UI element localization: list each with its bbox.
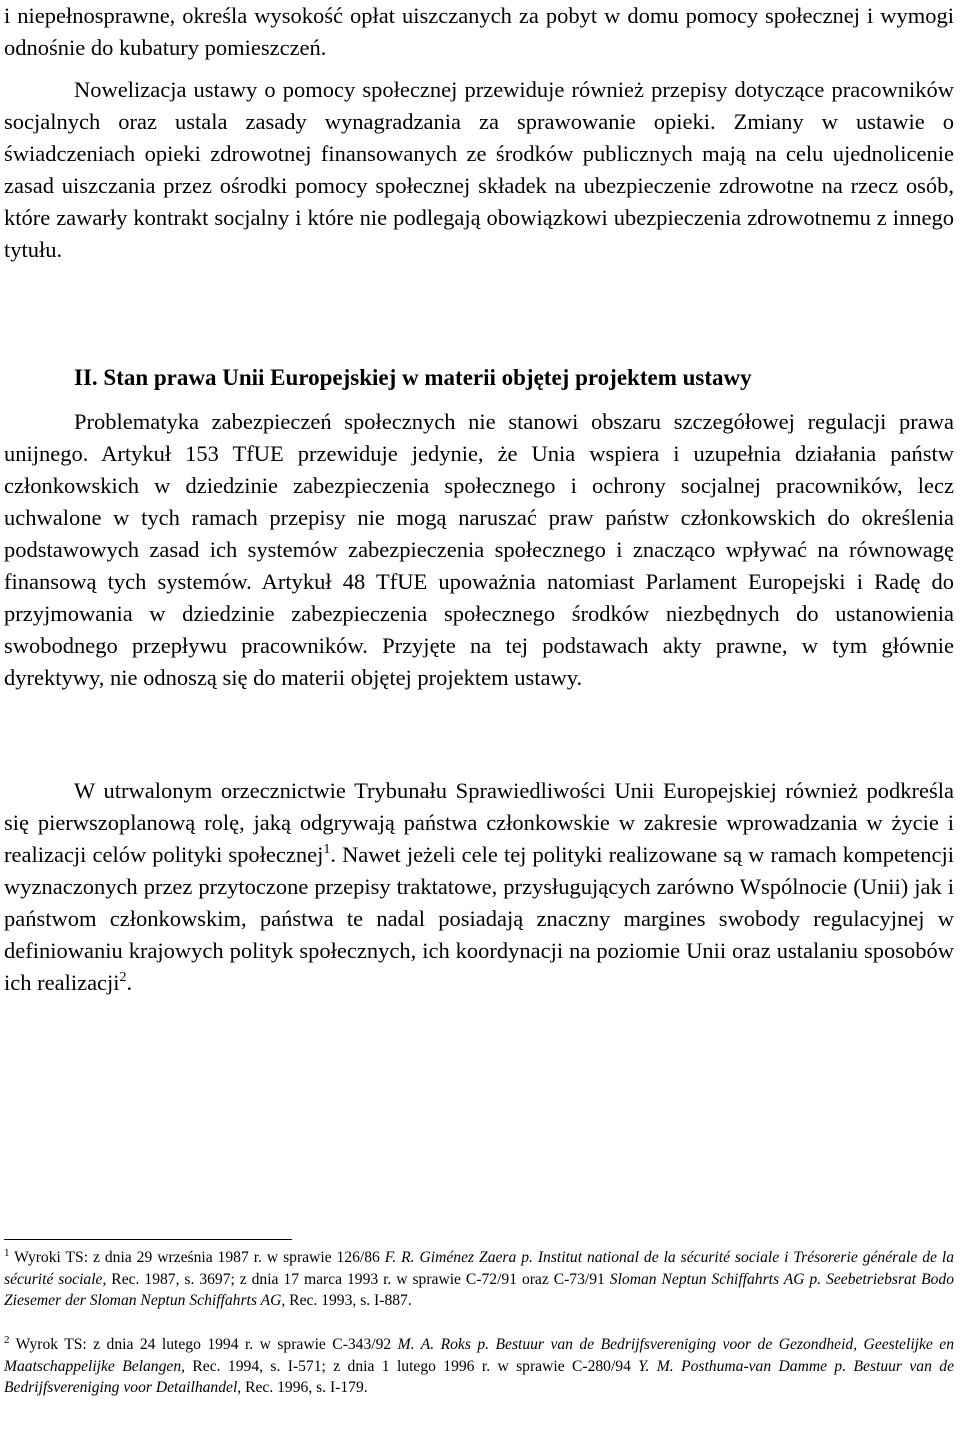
paragraph-amendment: Nowelizacja ustawy o pomocy społecznej przewiduje również przepisy dotyczące pracowników socjalnych oraz ustala zasady wynagradzania za sprawowanie opieki. Zmiany w ustawie o świadczeniach opieki zdrowotnej finansowanych ze środków publicznych mają na celu ujednolicenie zasad uiszczania przez ośrodki pomocy społecznej składek na ubezpieczenie zdrowotne na rzecz osób, które zawarły kontrakt socjalny i które nie podlegają obowiązkowi ubezpieczenia zdrowotnemu z innego tytułu.: [4, 77, 954, 262]
footnote-number: 2: [4, 1334, 10, 1346]
paragraph-intro: i niepełnosprawne, określa wysokość opłat uiszczanych za pobyt w domu pomocy społecznej i wymogi odnośnie do kubatury pomieszczeń.: [4, 3, 954, 60]
paragraph-text-b: . Nawet jeżeli cele tej polityki realizowane są w ramach kompetencji wyznaczonych przez przytoczone przepisy traktatowe, przysługujących zarówno Wspólnocie (Unii) jak i państwom członkowskim, państwa te nadal posiadają znaczny margines swobody regulacyjnej w definiowaniu krajowych polityk społecznych, ich koordynacji na poziomie Unii oraz ustalaniu sposobów ich realizacji: [4, 842, 954, 995]
footnote-case-name: F. R. Giménez Zaera p. Institut national de la sécurité sociale i Trésorerie générale de la sécurité sociale,: [4, 1249, 954, 1288]
footnote-text: Rec. 1994, s. I-571; z dnia 1 lutego 1996 r. w sprawie C-280/94: [185, 1357, 639, 1375]
paragraph-text-a: W utrwalonym orzecznictwie Trybunału Sprawiedliwości Unii Europejskiej również podkreśla się pierwszoplanową rolę, jaką odgrywają państwa członkowskie w zakresie wprowadzania w życie i realizacji celów polityki społecznej: [4, 778, 954, 867]
footnote-text: Rec. 1987, s. 3697; z dnia 17 marca 1993 r. w sprawie C-72/91 oraz C-73/91: [106, 1270, 610, 1288]
paragraph-case-law: [4, 775, 954, 999]
footnote-text: Rec. 1996, s. I-179.: [241, 1379, 368, 1396]
footnote-text: Rec. 1993, s. I-887.: [285, 1292, 412, 1309]
footnote-ref-1: 1: [323, 842, 331, 857]
footnote-1: [4, 1247, 954, 1312]
footnote-2: [4, 1334, 954, 1399]
section-heading: II. Stan prawa Unii Europejskiej w materii objętej projektem ustawy: [74, 365, 752, 390]
footnote-separator: [4, 1239, 292, 1240]
footnote-case-name: M. A. Roks p. Bestuur van de Bedrijfsvereniging voor de Gezondheid, Geestelijke en Maatschappelijke Belangen,: [4, 1336, 954, 1375]
footnote-number: 1: [4, 1247, 10, 1259]
paragraph-text-c: .: [126, 970, 133, 995]
paragraph-eu-law: Problematyka zabezpieczeń społecznych nie stanowi obszaru szczegółowej regulacji prawa unijnego. Artykuł 153 TfUE przewiduje jedynie, że Unia wspiera i uzupełnia działania państw członkowskich w dziedzinie zabezpieczenia społecznego i ochrony socjalnej pracowników, lecz uchwalone w tych ramach przepisy nie mogą naruszać praw państw członkowskich do określenia podstawowych zasad ich systemów zabezpieczenia społecznego i znacząco wpływać na równowagę finansową tych systemów. Artykuł 48 TfUE upoważnia natomiast Parlament Europejski i Radę do przyjmowania w dziedzinie zabezpieczenia społecznego środków niezbędnych do ustanowienia swobodnego przepływu pracowników. Przyjęte na tej podstawach akty prawne, w tym głównie dyrektywy, nie odnoszą się do materii objętej projektem ustawy.: [4, 409, 954, 690]
footnote-case-name: Y. M. Posthuma-van Damme p. Bestuur van de Bedrijfsvereniging voor Detailhandel,: [4, 1357, 954, 1396]
footnote-text: Wyrok TS: z dnia 24 lutego 1994 r. w sprawie C-343/92: [9, 1336, 398, 1353]
footnote-ref-2: 2: [119, 970, 127, 985]
footnote-case-name: Sloman Neptun Schiffahrts AG p. Seebetriebsrat Bodo Ziesemer der Sloman Neptun Schiffahrts AG,: [4, 1270, 954, 1309]
footnote-text: Wyroki TS: z dnia 29 września 1987 r. w sprawie 126/86: [9, 1249, 385, 1266]
